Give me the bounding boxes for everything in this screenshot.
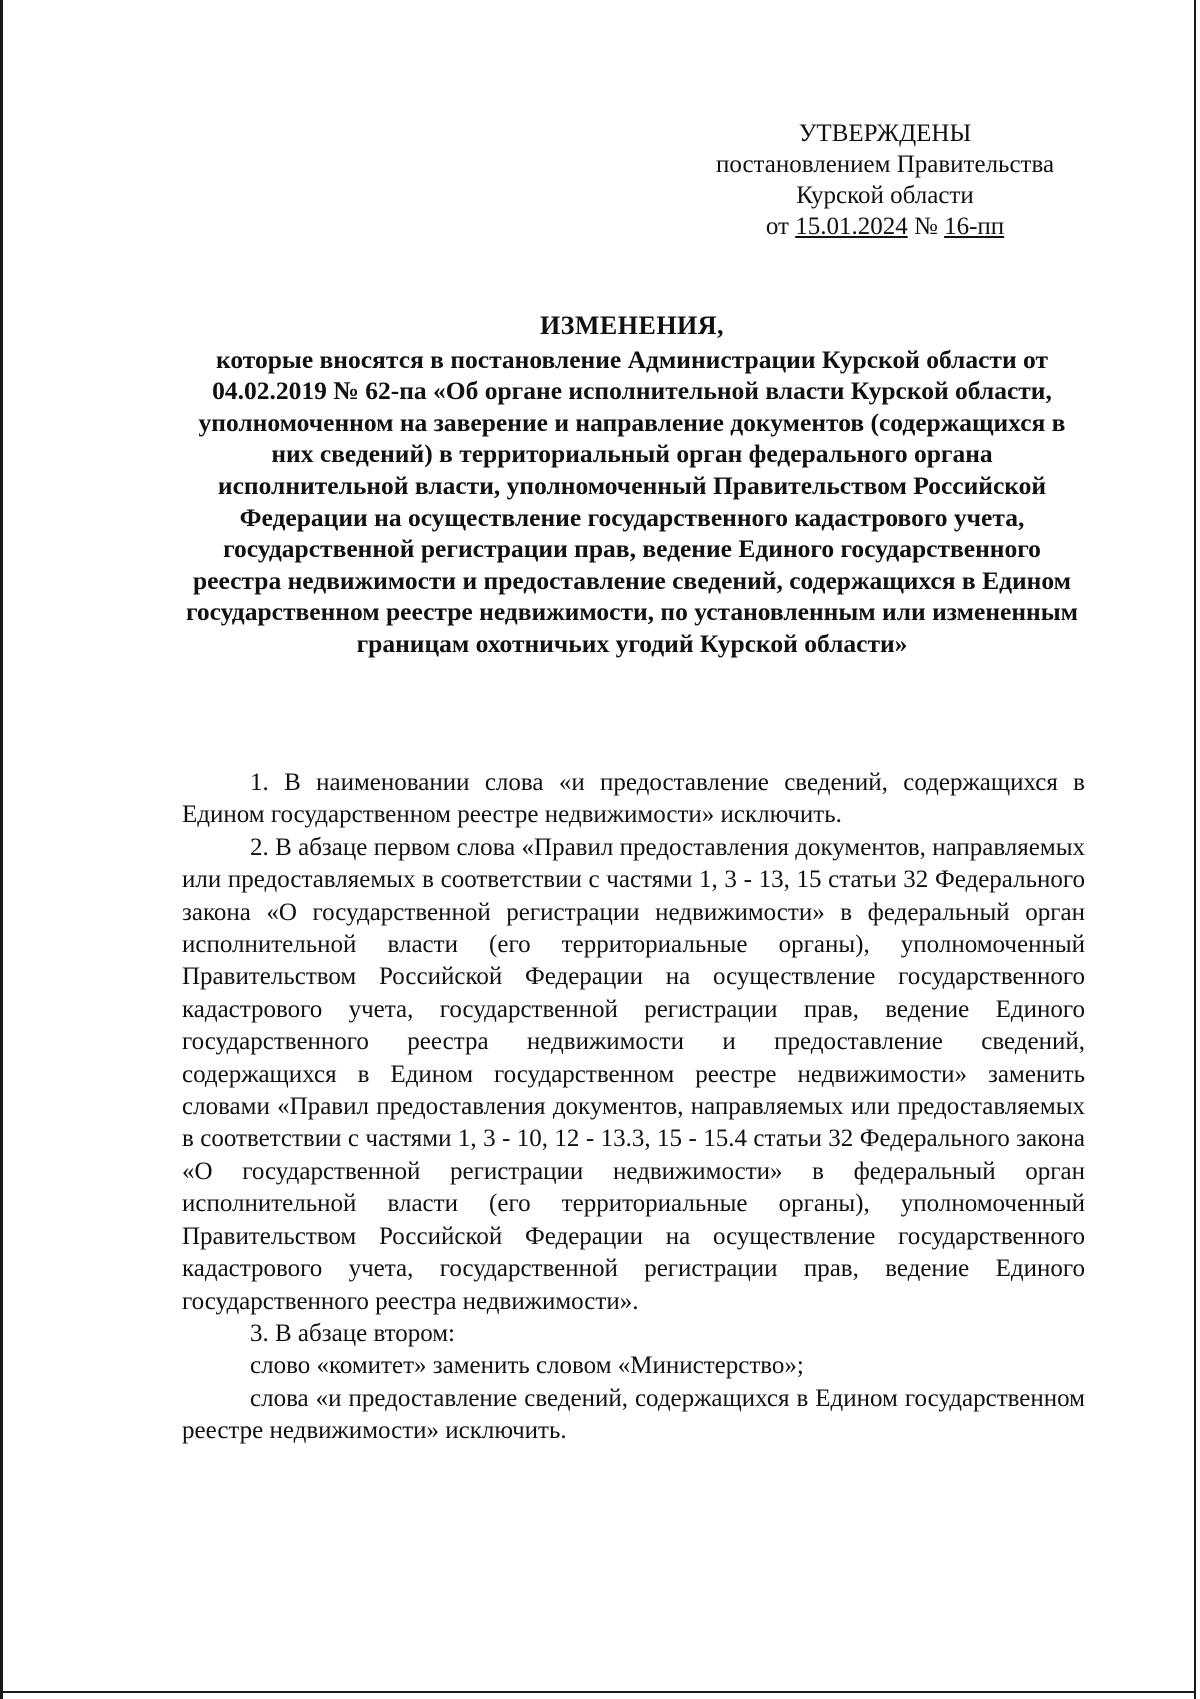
document-title: ИЗМЕНЕНИЯ, — [539, 311, 725, 340]
paragraph-item-2: 2. В абзаце первом слова «Правил предоставления документов, направляемых или предоставляемых в соответствии с частями 1, 3 - 13, 15 статьи 32 Федерального закона «О государственной регистрации недвижимости» в федеральный орган исполнительной власти (его территориальные органы), уполномоченный Правительством Российской Федерации на осуществление государственного кадастрового учета, государственной регистрации прав, ведение Единого государственного реестра недвижимости и предоставление сведений, содержащихся в Едином государственном реестре недвижимости» заменить словами «Правил предоставления документов, направляемых или предоставляемых в соответствии с частями 1, 3 - 10, 12 - 13.3, 15 - 15.4 статьи 32 Федерального закона «О государственной регистрации недвижимости» в федеральный орган исполнительной власти (его территориальные органы), уполномоченный Правительством Российской Федерации на осуществление государственного кадастрового учета, государственной регистрации прав, ведение Единого государственного реестра недвижимости». — [182, 833, 1085, 1315]
approval-number: 16-пп — [944, 213, 1005, 240]
approval-date: 15.01.2024 — [795, 213, 908, 240]
approval-region: Курской области — [796, 182, 974, 209]
paragraph-item-3-sub-1: слово «комитет» заменить словом «Министерство»; — [250, 1352, 804, 1380]
document-subtitle: которые вносятся в постановление Администрации Курской области от 04.02.2019 № 62-па «Об органе исполнительной власти Курской области, уполномоченном на заверение и направление документов (содержащихся в них сведений) в территориальный орган федерального органа исполнительной власти, уполномоченный Правительством Российской Федерации на осуществление государственного кадастрового учета, государственной регистрации прав, ведение Единого государственного реестра недвижимости и предоставление сведений, содержащихся в Едином государственном реестре недвижимости, по установленным или измененным границам охотничьих угодий Курской области» — [185, 344, 1079, 658]
scan-edge-bottom — [0, 1691, 1196, 1693]
paragraph-item-3-sub-2: слова «и предоставление сведений, содержащихся в Едином государственном реестре недвижимости» исключить. — [182, 1384, 1085, 1445]
scan-edge-right — [1194, 0, 1196, 1699]
approval-authority: постановлением Правительства — [715, 151, 1055, 178]
approval-date-prefix: от — [765, 213, 796, 240]
approval-date-line — [690, 211, 1080, 242]
approval-number-sign: № — [907, 213, 945, 240]
approval-status: УТВЕРЖДЕНЫ — [798, 120, 972, 147]
paragraph-item-1: 1. В наименовании слова «и предоставление сведений, содержащихся в Едином государственном реестре недвижимости» исключить. — [182, 769, 1085, 829]
document-body — [182, 767, 1085, 1448]
approval-block — [690, 118, 1080, 242]
paragraph-item-3: 3. В абзаце втором: — [250, 1319, 456, 1347]
scan-edge-left — [0, 0, 3, 1699]
document-heading — [182, 310, 1082, 660]
